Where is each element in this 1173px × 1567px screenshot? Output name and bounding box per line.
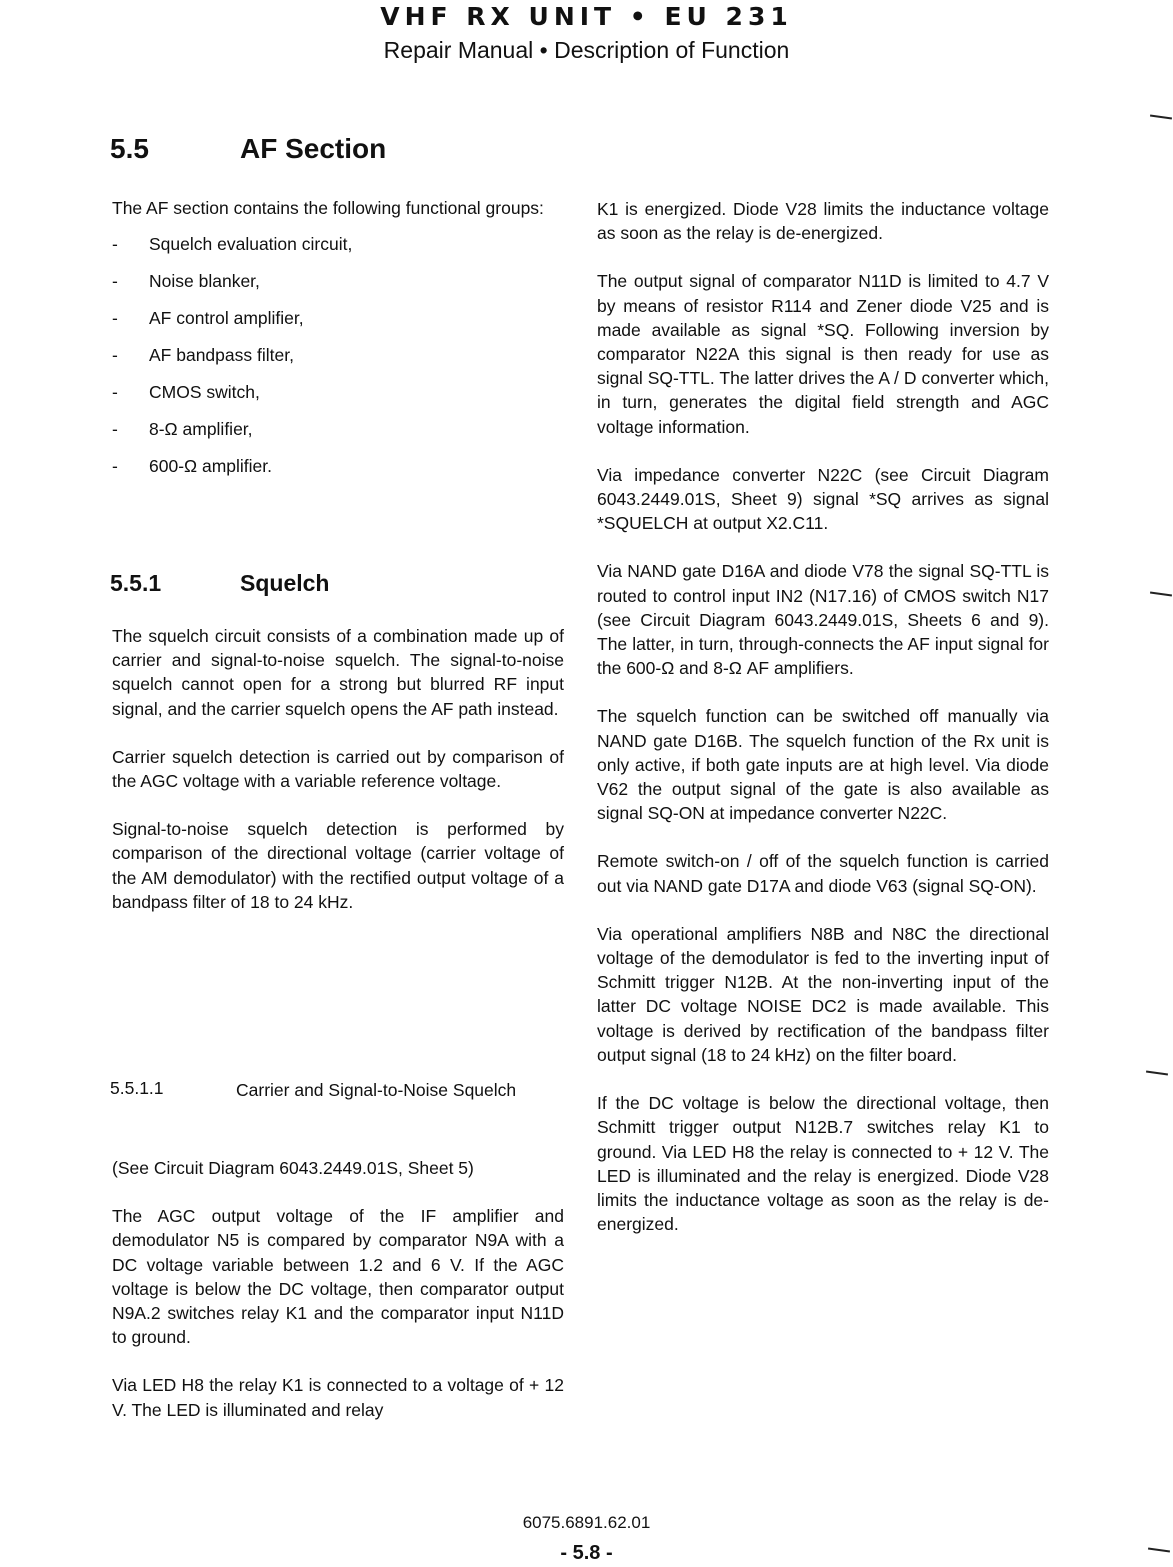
squelch-paragraph: Carrier squelch detection is carried out by comparison of the AGC voltage with a variable reference voltage. [112, 746, 564, 792]
list-item: - Squelch evaluation circuit, [112, 234, 353, 255]
list-item: - CMOS switch, [112, 382, 260, 403]
right-paragraph: Via NAND gate D16A and diode V78 the signal SQ-TTL is routed to control input IN2 (N17.16) of CMOS switch N17 (see Circuit Diagram 6043.2449.01S, Sheets 6 and 9). The latter, in turn, through-connects the AF input signal for the 600-Ω and 8-Ω AF amplifiers. [597, 561, 1049, 679]
right-paragraph: K1 is energized. Diode V28 limits the inductance voltage as soon as the relay is de-energized. [597, 199, 1049, 244]
subsection-title: Squelch [240, 570, 330, 596]
functional-groups-list [112, 232, 564, 478]
page-header [0, 2, 1173, 68]
right-paragraph: If the DC voltage is below the directional voltage, then Schmitt trigger output N12B.7 switches relay K1 to ground. Via LED H8 the relay is connected to + 12 V. The LED is illuminated and the relay is energized. Diode V28 limits the inductance voltage as soon as the relay is de-energized. [597, 1093, 1049, 1235]
list-item: - 8-Ω amplifier, [112, 419, 253, 440]
intro-paragraph: The AF section contains the following functional groups: [112, 198, 544, 218]
subsection-number: 5.5.1 [110, 570, 162, 596]
right-column [597, 197, 1049, 1236]
margin-mark [1150, 114, 1172, 119]
section-title: AF Section [240, 133, 387, 164]
right-paragraph: The squelch function can be switched off manually via NAND gate D16B. The squelch function of the Rx unit is only active, if both gate inputs are at high level. Via diode V62 the output signal of the gate is also available as signal SQ-ON at impedance converter N22C. [597, 706, 1049, 824]
margin-mark [1146, 1070, 1168, 1075]
right-paragraph: Via operational amplifiers N8B and N8C the directional voltage of the demodulator is fed to the inverting input of Schmitt trigger N12B. At the non-inverting input of the latter DC voltage NOISE DC2 is made available. This voltage is derived by rectification of the bandpass filter output signal (18 to 24 kHz) on the filter board. [597, 923, 1049, 1065]
right-paragraph: Via impedance converter N22C (see Circuit Diagram 6043.2449.01S, Sheet 9) signal *SQ arrives as signal *SQUELCH at output X2.C11. [597, 464, 1049, 534]
carrier-paragraph: Via LED H8 the relay K1 is connected to a voltage of + 12 V. The LED is illuminated and relay [112, 1375, 564, 1420]
document-subtitle: Repair Manual • Description of Function [383, 37, 790, 63]
list-item: - AF bandpass filter, [112, 345, 294, 366]
page-number: - 5.8 - [560, 1542, 613, 1564]
carrier-paragraph: The AGC output voltage of the IF amplifier and demodulator N5 is compared by comparator N9A with a DC voltage variable between 1.2 and 6 V. If the AGC voltage is below the DC voltage, then comparator output N9A.2 switches relay K1 and the comparator input N11D to ground. [112, 1206, 564, 1348]
left-column-intro [112, 196, 564, 502]
document-code: 6075.6891.62.01 [522, 1513, 651, 1532]
list-item: - 600-Ω amplifier. [112, 456, 272, 477]
carrier-paragraph: (See Circuit Diagram 6043.2449.01S, Sheet 5) [112, 1158, 474, 1178]
margin-mark [1150, 591, 1172, 596]
subsubsection-number: 5.5.1.1 [110, 1078, 164, 1098]
left-column-squelch [112, 624, 564, 914]
list-item: - AF control amplifier, [112, 308, 304, 329]
list-item: - Noise blanker, [112, 271, 260, 292]
squelch-paragraph: The squelch circuit consists of a combination made up of carrier and signal-to-noise squelch. The signal-to-noise squelch cannot open for a strong but blurred RF input signal, and the carrier squelch opens the AF path instead. [112, 626, 564, 719]
left-column-carrier [112, 1156, 564, 1422]
squelch-paragraph: Signal-to-noise squelch detection is performed by comparison of the directional voltage (carrier voltage of the AM demodulator) with the rectified output voltage of a bandpass filter of 18 to 24 kHz. [112, 819, 564, 912]
right-paragraph: Remote switch-on / off of the squelch function is carried out via NAND gate D17A and diode V63 (signal SQ-ON). [597, 851, 1049, 896]
document-title: VHF RX UNIT • EU 231 [380, 2, 793, 31]
right-paragraph: The output signal of comparator N11D is limited to 4.7 V by means of resistor R114 and Zener diode V25 and is made available as signal *SQ. Following inversion by comparator N22A this signal is then ready for use as signal SQ-TTL. The latter drives the A / D converter which, in turn, generates the digital field strength and AGC voltage information. [597, 271, 1049, 437]
subsubsection-title: Carrier and Signal-to-Noise Squelch [236, 1080, 517, 1100]
section-number: 5.5 [110, 133, 149, 164]
